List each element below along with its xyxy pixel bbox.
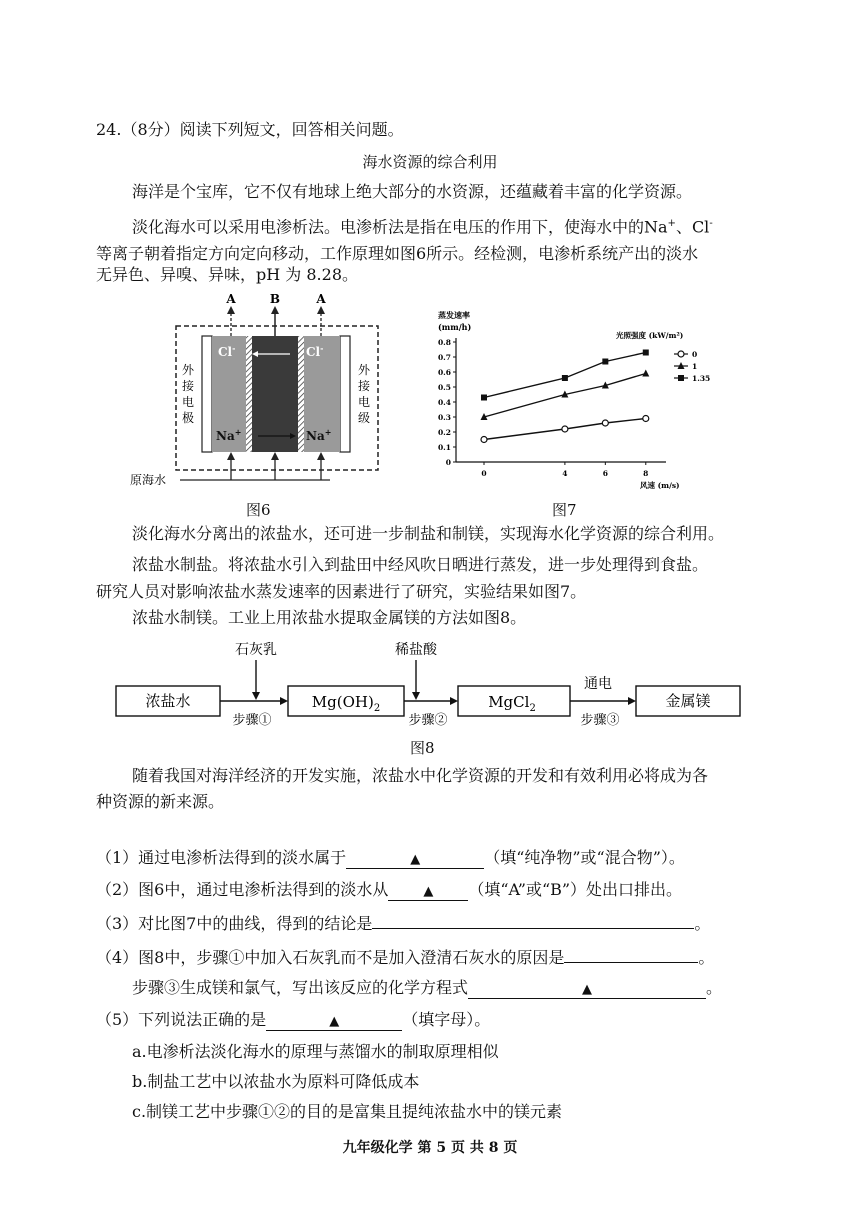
step-2-label: 步骤② xyxy=(408,713,448,728)
right-electrode-plate xyxy=(340,336,350,452)
legend-entry xyxy=(674,374,710,383)
paragraph-6-line-1: 随着我国对海洋经济的开发实施，浓盐水中化学资源的开发和有效利用必将成为各 xyxy=(132,766,709,785)
box-mgcl2: MgCl$_2$ xyxy=(488,693,536,714)
legend-label: 1 xyxy=(692,362,698,371)
paragraph-3: 淡化海水分离出的浓盐水，还可进一步制盐和制镁，实现海水化学资源的综合利用。 xyxy=(132,524,725,543)
y-tick-label: 0.5 xyxy=(437,383,451,392)
y-tick-label: 0.3 xyxy=(437,413,451,422)
box-magnesium: 金属镁 xyxy=(665,692,711,710)
option-b: b.制盐工艺中以浓盐水为原料可降低成本 xyxy=(132,1072,420,1091)
svg-text:电: 电 xyxy=(181,395,195,409)
paragraph-2-line-2: 等离子朝着指定方向定向移动，工作原理如图6所示。经检测，电渗析系统产出的淡水 xyxy=(96,244,699,263)
answer-blank-3[interactable] xyxy=(372,912,694,929)
y-tick-label: 0.6 xyxy=(437,368,451,377)
answer-blank-2[interactable]: ▲ xyxy=(388,884,468,901)
reagent-hydrochloric-acid: 稀盐酸 xyxy=(395,642,437,658)
subquestion-1: （1）通过电渗析法得到的淡水属于 ▲ （填“纯净物”或“混合物”）。 xyxy=(96,848,685,867)
question-number: 24. xyxy=(96,120,122,139)
y-axis-label-line2: (mm/h) xyxy=(438,322,472,332)
data-point xyxy=(481,437,487,443)
series-0 xyxy=(481,416,649,443)
svg-text:级: 级 xyxy=(357,411,371,425)
question-header xyxy=(96,120,404,140)
step-3-label: 步骤③ xyxy=(580,713,620,728)
na-ion-left-label: Na+ xyxy=(216,427,242,443)
reagent-lime-milk: 石灰乳 xyxy=(235,642,277,658)
article-title: 海水资源的综合利用 xyxy=(362,153,498,171)
box-brine: 浓盐水 xyxy=(145,692,191,710)
subquestion-5: （5）下列说法正确的是 ▲ （填字母）。 xyxy=(96,1010,491,1029)
y-tick-label: 0 xyxy=(445,458,451,467)
question-header-text: （8分）阅读下列短文，回答相关问题。 xyxy=(121,120,404,139)
data-point xyxy=(562,426,568,432)
page-footer: 九年级化学 第 5 页 共 8 页 xyxy=(342,1140,518,1156)
figure-6-caption: 图6 xyxy=(246,501,271,519)
x-tick-label: 4 xyxy=(562,469,568,478)
x-tick-label: 0 xyxy=(481,469,487,478)
paragraph-6-line-2: 种资源的新来源。 xyxy=(96,792,225,811)
answer-blank-5[interactable]: ▲ xyxy=(266,1014,402,1031)
reagent-electrolysis: 通电 xyxy=(584,676,612,692)
svg-text:极: 极 xyxy=(181,411,195,425)
svg-text:外: 外 xyxy=(181,363,195,377)
y-tick-label: 0.1 xyxy=(437,443,451,452)
paragraph-4-line-2: 研究人员对影响浓盐水蒸发速率的因素进行了研究，实验结果如图7。 xyxy=(96,582,587,601)
paragraph-4-line-1: 浓盐水制盐。将浓盐水引入到盐田中经风吹日晒进行蒸发，进一步处理得到食盐。 xyxy=(132,555,709,574)
answer-blank-1[interactable]: ▲ xyxy=(346,852,484,869)
option-a: a.电渗析法淡化海水的原理与蒸馏水的制取原理相似 xyxy=(132,1042,499,1061)
data-point xyxy=(678,351,684,357)
subquestion-4-part-1: （4）图8中，步骤①中加入石灰乳而不是加入澄清石灰水的原因是 。 xyxy=(96,948,715,967)
left-electrode-plate xyxy=(202,336,212,452)
figure-8-flowchart xyxy=(110,640,750,740)
y-tick-label: 0.4 xyxy=(437,398,451,407)
answer-blank-4b[interactable]: ▲ xyxy=(468,982,706,999)
box-mg-oh-2: $Mg(OH)_2$ xyxy=(311,693,381,714)
data-point xyxy=(562,375,568,381)
paragraph-5: 浓盐水制镁。工业上用浓盐水提取金属镁的方法如图8。 xyxy=(132,608,527,627)
figure-7-caption: 图7 xyxy=(552,501,577,519)
left-electrode-label xyxy=(182,363,195,425)
legend-label: 0 xyxy=(692,350,698,359)
na-ion-right-label: Na+ xyxy=(306,427,332,443)
x-tick-label: 6 xyxy=(602,469,608,478)
data-point xyxy=(642,370,649,377)
paragraph-2-line-1: 淡化海水可以采用电渗析法。电渗析法是指在电压的作用下，使海水中的Na+、Cl- xyxy=(132,217,713,237)
subquestion-3: （3）对比图7中的曲线，得到的结论是 。 xyxy=(96,914,711,933)
outlet-b-label: B xyxy=(269,292,281,306)
data-point xyxy=(602,420,608,426)
y-axis-label-line1: 蒸发速率 xyxy=(438,310,470,320)
legend-label: 1.35 xyxy=(692,374,711,383)
legend-entry xyxy=(674,362,697,371)
paragraph-1: 海洋是个宝库，它不仅有地球上绝大部分的水资源，还蕴藏着丰富的化学资源。 xyxy=(132,182,693,201)
outlet-a-right-label: A xyxy=(316,292,326,306)
data-point xyxy=(481,395,487,401)
legend-entry xyxy=(674,350,697,359)
x-axis-label: 风速 (m/s) xyxy=(640,481,680,490)
svg-text:接: 接 xyxy=(181,379,195,393)
y-tick-label: 0.7 xyxy=(437,353,451,362)
figure-7-chart xyxy=(430,306,730,496)
svg-text:电: 电 xyxy=(357,395,371,409)
step-1-label: 步骤① xyxy=(232,713,272,728)
right-electrode-label xyxy=(358,363,371,425)
data-point xyxy=(643,350,649,356)
answer-blank-4a[interactable] xyxy=(564,946,698,963)
svg-text:接: 接 xyxy=(357,379,371,393)
y-tick-label: 0.8 xyxy=(437,338,451,347)
legend-title: 光照强度 (kW/m²) xyxy=(616,331,684,340)
paragraph-2-line-3: 无异色、异嗅、异味，pH 为 8.28。 xyxy=(96,265,358,284)
subquestion-4-part-2: 步骤③生成镁和氯气，写出该反应的化学方程式 ▲ 。 xyxy=(132,978,723,997)
outlet-a-left-label: A xyxy=(226,292,236,306)
data-point xyxy=(602,359,608,365)
y-tick-label: 0.2 xyxy=(437,428,451,437)
raw-seawater-label: 原海水 xyxy=(130,473,167,487)
data-point xyxy=(678,375,684,381)
svg-text:外: 外 xyxy=(357,363,371,377)
figure-6-diagram xyxy=(118,290,398,490)
membrane-1 xyxy=(246,336,252,452)
cl-ion-right-label: Cl- xyxy=(306,343,324,359)
membrane-2 xyxy=(298,336,304,452)
x-tick-label: 8 xyxy=(643,469,649,478)
option-c: c.制镁工艺中步骤①②的目的是富集且提纯浓盐水中的镁元素 xyxy=(132,1102,563,1121)
cl-ion-left-label: Cl- xyxy=(218,343,236,359)
data-point xyxy=(643,416,649,422)
subquestion-2: （2）图6中，通过电渗析法得到的淡水从 ▲ （填“A”或“B”）处出口排出。 xyxy=(96,880,683,899)
figure-8-caption: 图8 xyxy=(410,739,435,757)
